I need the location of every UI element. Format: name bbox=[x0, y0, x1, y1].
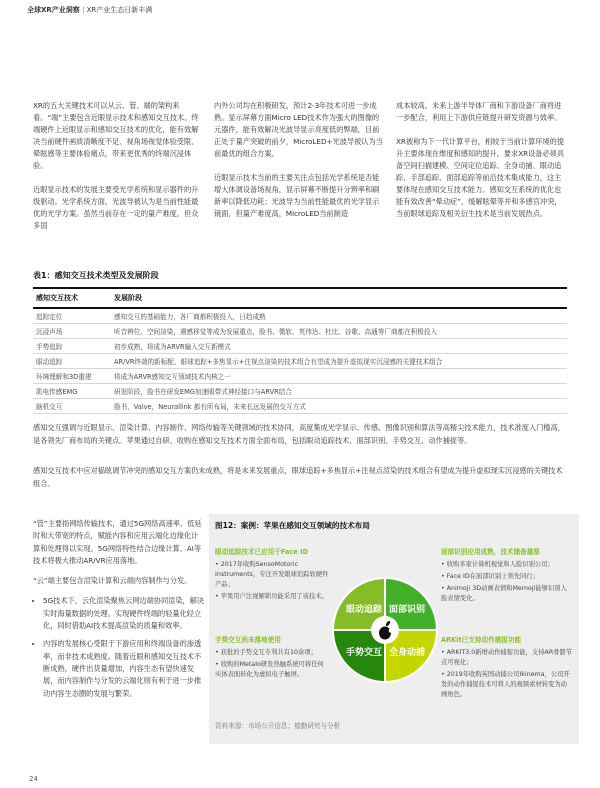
paragraph: 感知交互强调与近眼显示、渲染计算、内容制作、网络传输等关键领域的技术协同，高度集成光学显示、传感、图像识别和算法等高精尖技术能力，技术准度入门槛高，是各领先厂商布局的关键点。苹果通过自研、收购在感知交互技术方面全面布局，包括眼动追踪技术、面部识别、手势交互、动作捕捉等。 bbox=[33, 423, 565, 445]
list-item-text: Face ID在面部识别上领先同行； bbox=[446, 573, 539, 580]
header-separator: | bbox=[79, 6, 87, 14]
table-row bbox=[33, 369, 567, 384]
table-row bbox=[33, 354, 567, 369]
section-heading: 面部识别应用成熟，技术储备雄厚 bbox=[441, 548, 540, 556]
full-width-paragraph bbox=[33, 464, 567, 490]
stage-cell: 脸书，Valve，Neurallink 都有所布局，未来长远发展的交互方式 bbox=[111, 399, 567, 414]
tech-cell: 眼动追踪 bbox=[33, 354, 111, 369]
list-item: • 2017年收购SensoMotoric Instruments，专注开发眼球追踪软硬件产品； bbox=[215, 561, 329, 588]
list-item-text: 收购多家计算机视觉和人脸识别公司； bbox=[446, 561, 554, 568]
header-subtitle: XR产业生态日新丰满 bbox=[86, 6, 153, 14]
text-column-3 bbox=[396, 100, 568, 232]
section-heading: 手势交互尚未落地使用 bbox=[215, 636, 281, 644]
lower-left-column bbox=[33, 518, 205, 706]
section-heading: ARKit已支持动作捕捉功能 bbox=[441, 636, 522, 644]
table-row bbox=[33, 339, 567, 354]
bullet-list bbox=[33, 595, 205, 699]
paragraph: “云”端主要包含渲染计算和云端内容制作与分发。 bbox=[33, 576, 192, 586]
text-column-2 bbox=[214, 100, 386, 232]
list-item-text: 2017年收购SensoMotoric Instruments，专注开发眼球追踪软硬件产品； bbox=[215, 561, 329, 588]
bullet-block-motion bbox=[441, 648, 573, 702]
list-item: • 收购的Metalo研发热触系统可将任何实体表面转化为虚拟电子触屏。 bbox=[215, 661, 324, 678]
text-column-1 bbox=[33, 100, 205, 244]
tech-cell: 沉浸声场 bbox=[33, 324, 111, 339]
stage-cell: 感知交互的基础能力，各厂商都积极投入，日趋成熟 bbox=[111, 308, 567, 324]
paragraph: 近眼显示技术当前的主要关注点包括光学系统是否能增大体调设备场视角，显示屏幕不断提升分辨率和刷新率以降低功耗；光波导为当前性能最优的光学显示镜面，但量产难度高，MicroLED当前制造 bbox=[214, 173, 380, 218]
list-item-text: Animoji 3D动画表情和Memoji能够识别人脸表情变化。 bbox=[441, 585, 567, 602]
paragraph: XR被称为下一代计算平台，相较于当前计算环境的提升主要体现在维度和感知的提升，要求XR设备必须具备空间扫描建模、空间定位追踪、全身动捕、眼动追踪、手部追踪、面部追踪等前沿技术集成能力，这主要体现在感知交互技术能力。感知交互系统的优化也能有效改善“晕动症”，缓解眩晕等并和多感官冲突，当前眼球追踪及相关衍生技术是当前发展热点。 bbox=[396, 137, 565, 218]
bullet-block-gesture bbox=[215, 648, 329, 682]
list-item: • 收购多家计算机视觉和人脸识别公司； bbox=[441, 561, 554, 568]
paragraph: 感知交互技术中应对榀眩调节冲突的感知交互方案仍未成熟，将是未来发展重点，眼球追踪+多焦显示+注视点渲染的技术组合有望成为提升虚拟现实沉浸感的关键技术组合。 bbox=[33, 466, 563, 488]
quadrant-label-gesture: 手势交互 bbox=[345, 648, 383, 658]
page-number: 24 bbox=[29, 775, 38, 783]
list-item: • 苹果用户注视解锁功能采用了该技术。 bbox=[215, 593, 328, 600]
table-row bbox=[33, 399, 567, 414]
list-item: • 5G技术下，云化渲染聚焦云网边端协同渲染，解决实时海量数据的处理。实现硬件终端的轻量化轻立化，同时借助AI技术提高渲染的质量和效率。 bbox=[43, 595, 205, 632]
stage-cell: 将成为ARVR感知交互领域技术内核之一 bbox=[111, 369, 567, 384]
list-item-text: 获批的手势交互专利共有10余项； bbox=[220, 649, 317, 656]
list-item-text: ARKIT3.0新增动作捕捉功能，支持AR骨骼节点可视化； bbox=[441, 649, 573, 666]
table-header-row bbox=[33, 288, 567, 308]
figure-source: 资料来源：市场公开信息；德勤研究与分析 bbox=[215, 722, 341, 730]
quadrant-label-face: 面部识别 bbox=[388, 605, 426, 615]
quadrant-label-eye: 眼动追踪 bbox=[345, 605, 383, 615]
bullet-block-face bbox=[441, 560, 573, 606]
paragraph: “管”主要指网络传输技术，通过5G网络高速率、低延时和大带宽的特点，赋能内容和应用云端化边缘化计算和处理得以实现。5G网络特性结合边缘计算、AI等技术将极大推动AR/VR应用落地。 bbox=[33, 519, 202, 565]
table-title: 表1：感知交互技术类型及发展阶段 bbox=[33, 271, 159, 280]
list-item-text: 苹果用户注视解锁功能采用了该技术。 bbox=[220, 593, 328, 600]
quadrant-label-body: 全身动捕 bbox=[388, 648, 426, 658]
list-item-text: 2019年收购英国动捕公司Ikinema，公司开发的动作捕捉技术可将人的视频素材转变为动画角色。 bbox=[441, 671, 570, 698]
bullet-block-eye bbox=[215, 560, 329, 604]
paragraph: 成本较高，未来上游半导体厂商和下游设备厂商将进一步配合，利用上下游供应链提升研发资源与效率。 bbox=[396, 101, 562, 122]
paragraph: 内外公司均在积极研发，预计2-3年技术可进一步成熟。显示屏幕方面Micro LED技术作为强大的图像的元器件，能有效解决光波导显示亮度低的弊端，目前正处于量产突破的前夕，MicroLED+光波导被认为当前最优的组合方案。 bbox=[214, 101, 383, 158]
list-item: • Face ID在面部识别上领先同行； bbox=[441, 573, 539, 580]
tech-cell: 肌电传感EMG bbox=[33, 384, 111, 399]
list-item: • 获批的手势交互专利共有10余项； bbox=[215, 649, 317, 656]
tech-cell: 环境理解和3D重建 bbox=[33, 369, 111, 384]
stage-cell: 初步成熟，将成为ARVR输入交互新模式 bbox=[111, 339, 567, 354]
list-item: • 2019年收购英国动捕公司Ikinema，公司开发的动作捕捉技术可将人的视频素材转变为动画角色。 bbox=[441, 671, 570, 698]
table-header-cell: 感知交互技术 bbox=[33, 288, 111, 308]
tech-cell: 脑机交互 bbox=[33, 399, 111, 414]
paragraph: 近眼显示技术的发展主要受光学系统和显示器件的升级驱动。光学系统方面，光波导被认为是当前性能最优的光学方案。虽然当前存在一定的量产难度，但众多国 bbox=[33, 185, 199, 230]
paragraph: XR的五大关键技术可以从云、管、端的架构来看。“端”主要包含近眼显示技术和感知交互技术。终端硬件上近眼显示和感知交互技术的优化，能有效解决当前硬件画质清晰度不足、视角场视觉体验受限、晕眩感等主要体验痛点，带来更优秀的终端沉浸体验。 bbox=[33, 101, 199, 170]
table-header-cell: 发展阶段 bbox=[111, 288, 567, 308]
apple-case-figure bbox=[209, 514, 579, 744]
running-header bbox=[27, 5, 152, 15]
list-item: • 内容的发展核心受限于下游应用和终端设备的渗透率，而非技术成熟度。随着近眼和感知交互技术不断成熟，硬件出货量增加，内容生态有望快速发展，而内容制作与分发的云端化则有利于进一步推动内容生态圈的发展与繁荣。 bbox=[43, 638, 205, 699]
list-item-text: 收购的Metalo研发热触系统可将任何实体表面转化为虚拟电子触屏。 bbox=[215, 661, 324, 678]
stage-cell: 听音辨位、空间渲染，遇感移觉等成为发展重点，脸书、微软、英伟达、杜比、谷歌、高通等厂商都在积极投入 bbox=[111, 324, 567, 339]
table-row bbox=[33, 324, 567, 339]
stage-cell: 研发阶段，脸书在研发EMG加速眼带式神经接口与ARVR结合 bbox=[111, 384, 567, 399]
full-width-paragraph bbox=[33, 421, 567, 447]
stage-cell: AR/VR终端的新标配，眼球追踪+多焦显示+注视点渲染的技术组合有望成为提升虚拟现实沉浸感的关键技术组合 bbox=[111, 354, 567, 369]
table-row bbox=[33, 384, 567, 399]
quadrant-wheel bbox=[330, 542, 440, 718]
header-title: 全球XR产业洞察 bbox=[27, 6, 80, 14]
tech-cell: 手势追踪 bbox=[33, 339, 111, 354]
table-row bbox=[33, 308, 567, 324]
figure-title: 图12：案例：苹果在感知交互领域的技术布局 bbox=[215, 521, 370, 530]
tech-stage-table bbox=[33, 287, 567, 414]
list-item: • ARKIT3.0新增动作捕捉功能，支持AR骨骼节点可视化； bbox=[441, 649, 573, 666]
list-item: • Animoji 3D动画表情和Memoji能够识别人脸表情变化。 bbox=[441, 585, 567, 602]
tech-cell: 追踪定位 bbox=[33, 308, 111, 324]
section-heading: 眼动追踪技术已应用于Face ID bbox=[215, 548, 309, 556]
